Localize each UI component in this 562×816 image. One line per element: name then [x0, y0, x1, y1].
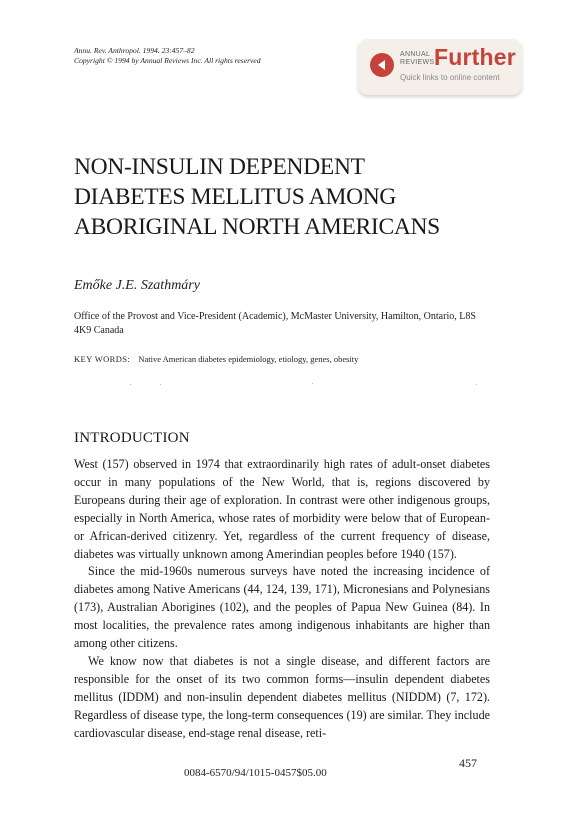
annual-reviews-label [400, 51, 434, 67]
paragraph: West (157) observed in 1974 that extraordinarily high rates of adult-onset diabetes occur in many populations of the New World, that is, regions discovered by Europeans during their age of exploration. In contrast were other indigenous groups, especially in North America, whose rates of morbidity were below that of European- or African-derived citizenry. Yet, regardless of the current frequency of disease, diabetes was virtually unknown among Amerindian peoples before 1940 (157). [74, 457, 490, 561]
keywords-line [74, 354, 358, 364]
paragraph: We know now that diabetes is not a single disease, and different factors are responsible for the onset of its two common forms—insulin dependent diabetes mellitus (IDDM) and non-insulin dependent diabetes mellitus (NIDDM) (7, 172). Regardless of disease type, the long-term consequences (19) are similar. They include cardiovascular disease, end-stage renal disease, reti- [74, 653, 490, 740]
keywords-list: Native American diabetes epidemiology, etiology, genes, obesity [138, 354, 359, 364]
article-title [74, 152, 494, 242]
keywords-label: KEY WORDS: [74, 354, 131, 364]
reviews-label: REVIEWS [400, 59, 435, 66]
page-number: 457 [459, 756, 477, 770]
body-text [74, 456, 490, 743]
title-line: DIABETES MELLITUS AMONG [74, 184, 397, 210]
title-line: NON-INSULIN DEPENDENT [74, 154, 365, 180]
author-affiliation: Office of the Provost and Vice-President (Academic), McMaster University, Hamilton, Ontario, L8S 4K9 Canada [74, 311, 476, 336]
article-code: 0084-6570/94/1015-0457$05.00 [184, 767, 327, 779]
citation-line-2: Copyright © 1994 by Annual Reviews Inc. All rights reserved [74, 56, 261, 65]
annual-reviews-further-badge[interactable] [358, 39, 522, 95]
title-line: ABORIGINAL NORTH AMERICANS [74, 214, 440, 240]
further-label: Further [434, 44, 516, 70]
citation-line-1: Annu. Rev. Anthropol. 1994. 23:457–82 [74, 46, 195, 55]
journal-citation [74, 46, 261, 66]
paragraph: Since the mid-1960s numerous surveys have noted the increasing incidence of diabetes among Native Americans (44, 124, 139, 171), Micronesians and Polynesians (173), Australian Aborigines (102), and the peoples of Papua New Guinea (84). In most localities, the prevalence rates among indigenous inhabitants are higher than among other citizens. [74, 564, 490, 651]
annual-label: ANNUAL [400, 51, 431, 58]
author-name: Emőke J.E. Szathmáry [74, 278, 200, 293]
section-heading-introduction: INTRODUCTION [74, 430, 190, 446]
left-arrow-icon [370, 53, 394, 77]
further-tagline: Quick links to online content [400, 73, 500, 82]
